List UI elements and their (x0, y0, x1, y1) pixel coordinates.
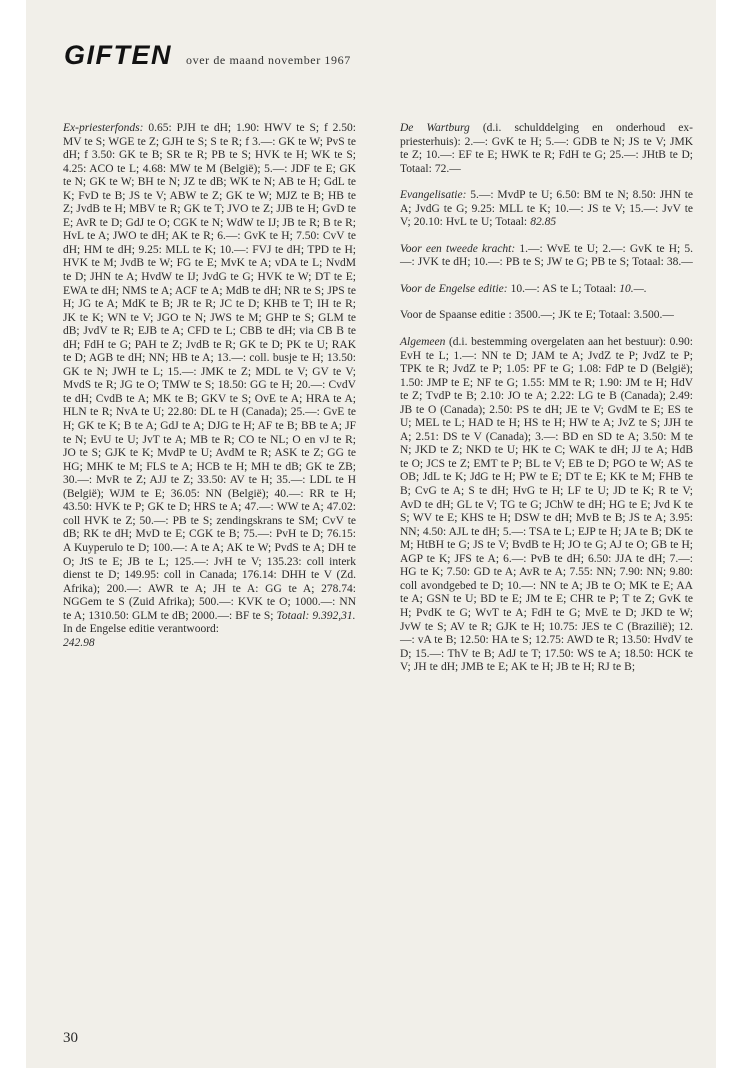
page-title: GIFTEN (64, 40, 172, 70)
tweede-kracht-label: Voor een tweede kracht: (400, 242, 516, 255)
wartburg-label: De Wartburg (400, 122, 470, 134)
left-column (63, 122, 356, 650)
english-edition-note: In de Engelse editie verantwoord: (63, 623, 219, 636)
tweede-kracht-text: 1.—: WvE te U; 2.—: GvK te H; 5.—: JVK te dH; 10.—: PB te S; JW te G; PB te S; Totaal: 38.— (400, 242, 693, 269)
page-number: 30 (63, 1030, 78, 1046)
engelse-editie-text: 10.—: AS te L; Totaal: (507, 282, 620, 295)
engelse-editie-paragraph (400, 283, 693, 297)
page-header (64, 40, 684, 80)
ex-priesterfonds-paragraph (63, 122, 356, 623)
english-edition-value: 242.98 (63, 636, 95, 649)
algemeen-label: Algemeen (400, 336, 446, 349)
engelse-editie-label: Voor de Engelse editie: (400, 282, 508, 295)
algemeen-text: (d.i. bestemming overgelaten aan het bestuur): 0.90: EvH te L; 1.—: NN te D; JAM te A; JvdZ te P; JvdZ te P; TPK te R; JvdZ te P; 1.05: PF te G; 1.08: FdP te D (België); 1.50: JMP te E; NF te G; 1.55: MM te R; 1.90: JM te H; HdV te Z; TvdP te B; 2.10: JO te A; 2.22: LG te B (Canada); 2.49: JB te O (Canada); 2.50: PS te dH; JE te V; GvdM te E; ES te U; MEL te L; HAD te H; HS te H; HW te A; JvZ te S; JJH te A; 2.51: DS te V (Canada); 3.—: BD en SD te A; 3.50: M te N; JKD te Z; NKD te U; HK te C; WAK te dH; JJ te A; HdB te O; JCS te Z; EMT te P; BL te V; EB te D; PGO te W; AS te OB; JdL te K; JdG te H; PW te E; DT te E; KK te M; FHB te B; CvG te A; S te dH; HvG te H; LF te U; JD te K; R te V; AvD te dH; GL te V; TG te G; JChW te dH; HG te E; Jvd K te S; WV te E; KHS te H; DSW te dH; MvB te B; JS te A; 3.95: NN; 4.50: AJL te dH; 5.—: TSA te L; EJP te H; JA te B; DK te M; HtBH te G; JS te V; BvdB te H; JO te G; AJ te O; GB te H; AGP te K; JFS te A; 6.—: PvB te dH; 6.50: JJA te dH; 7.—: HG te K; 7.50: GD te A; AvR te A; 7.55: NN; 7.90: NN; 9.80: coll avondgebed te D; 10.—: NN te A; JB te O; MK te E; AA te A; GSN te U; BD te E; JM te E; CHR te P; T te Z; GvK te H; PvdK te G; WvT te A; FdH te G; MvE te D; JKD te W; JvW te S; AV te R; GJK te H; 10.75: JES te C (Brazilië); 12.—: vA te B; 12.50: HA te S; 12.75: AWD te R; 13.50: HvdV te D; 15.—: ThV te B; AdJ te T; 17.50: WS te A; 18.50: HCK te V; JH te dH; JMB te E; AK te H; JB te H; RJ te B; (400, 336, 693, 674)
ex-priesterfonds-total: Totaal: 9.392,31. (276, 609, 356, 622)
ex-priesterfonds-text: 0.65: PJH te dH; 1.90: HWV te S; f 2.50: MV te S; WGE te Z; GJH te S; S te R; f 3.—: GK te W; PvS te dH; f 3.50: GK te B; SR te R; PB te S; HVK te H; WK te S; 4.25: ACO te L; 4.68: MW te M (België); 5.—: JDF te E; GK te N; GK te W; BH te N; JZ te dB; WK te N; AB te H; GdL te K; FvD te B; JS te V; ABW te Z; GK te W; MJZ te B; HB te Z; JvdB te H; MBV te R; GK te T; JVO te Z; JJB te H; GvD te E; AvR te D; GdJ te O; CGK te N; WdW te IJ; JB te R; B te R; HvL te A; JWO te dH; AK te R; 6.—: GvK te H; 7.50: CvV te dH; HM te dH; 9.25: MLL te K; 10.—: FVJ te dH; TPD te H; HVK te M; JvdB te W; FG te E; MvK te A; vDA te L; NvdM te D; JHN te A; HvdW te IJ; JvdG te G; HVK te W; DT te E; EWA te dH; NMS te A; ACF te A; MdB te dH; NR te S; JPS te H; JG te A; MdK te B; JR te R; JC te D; KHB te T; IH te R; JK te K; WN te V; JGO te N; JWS te M; GHP te S; GLM te dB; JvdV te R; EJB te A; CFD te L; CBB te dH; via CB B te dH; FdH te G; PAH te Z; JvdB te R; GK te D; PK te U; RAK te D; AGB te dH; NN; HB te A; 13.—: coll. busje te H; 13.50: GK te N; JWH te L; 15.—: JMK te Z; MDL te V; GV te V; MvdS te R; JG te O; TMW te S; 18.50: GG te H; 20.—: CvdV te dH; CvdB te A; MK te B; GKV te S; OvE te A; HRA te A; HLN te R; NvA te U; 22.80: DL te H (Canada); 25.—: GvE te H; GK te K; B te A; GdJ te A; DJG te H; AF te B; BB te A; JF te N; EvU te U; JvT te A; MB te R; CO te NL; O en vJ te R; JO te S; GJK te K; MvdP te U; AvdM te R; ASK te Z; GG te HG; MHK te M; FLS te A; HCB te H; MH te dB; GK te ZB; 30.—: MvR te Z; AJJ te Z; 33.50: AV te H; 35.—: LDL te H (België); WJM te E; 36.05: NN (België); 40.—: RR te H; 43.50: HVK te P; GK te D; HRS te A; 47.—: WW te A; 47.02: coll HVK te Z; 50.—: PB te S; zendingskrans te SM; CvV te dB; RK te dH; MvD te E; CGK te B; 75.—: PvH te D; 76.15: A Kuyperulo te D; 100.—: A te A; AK te W; PvdS te A; DH te O; JtS te E; JB te L; 125.—: JvH te V; 135.23: coll interk dienst te D; 149.95: coll in Canada; 176.14: DHH te V (Zd. Afrika); 200.—: AWR te A; JH te A: GG te A; 278.74: NGGem te S (Zuid Afrika); 500.—: KVK te O; 1000.—: NN te A; 1310.50: GLM te dB; 2000.—: BF te S; (63, 122, 357, 622)
evangelisatie-label: Evangelisatie: (400, 189, 467, 202)
evangelisatie-paragraph (400, 189, 693, 230)
ex-priesterfonds-label: Ex-priesterfonds: (63, 122, 144, 134)
right-column (400, 122, 693, 688)
page-subtitle: over de maand november 1967 (186, 53, 351, 67)
evangelisatie-text: 5.—: MvdP te U; 6.50: BM te N; 8.50: JHN te A; JvdG te G; 9.25: MLL te K; 10.—: JS te V; 15.—: JvV te V; 20.10: HvL te U; Totaal: (400, 189, 693, 229)
wartburg-text: (d.i. schulddelging en onderhoud ex-priesterhuis): 2.—: GvK te H; 5.—: GDB te N; JS te V; JMK te Z; 10.—: EF te E; HWK te R; FdH te G; 25.—: JHtB te D; Totaal: 72.— (400, 122, 693, 175)
evangelisatie-total: 82.85 (530, 216, 557, 229)
algemeen-paragraph (400, 336, 693, 675)
spaanse-editie-paragraph (400, 309, 693, 323)
wartburg-paragraph (400, 122, 693, 176)
spaanse-editie-text: Voor de Spaanse editie : 3500.—; JK te E; Totaal: 3.500.— (400, 309, 674, 322)
engelse-editie-total: 10.—. (619, 282, 647, 295)
tweede-kracht-paragraph (400, 243, 693, 270)
